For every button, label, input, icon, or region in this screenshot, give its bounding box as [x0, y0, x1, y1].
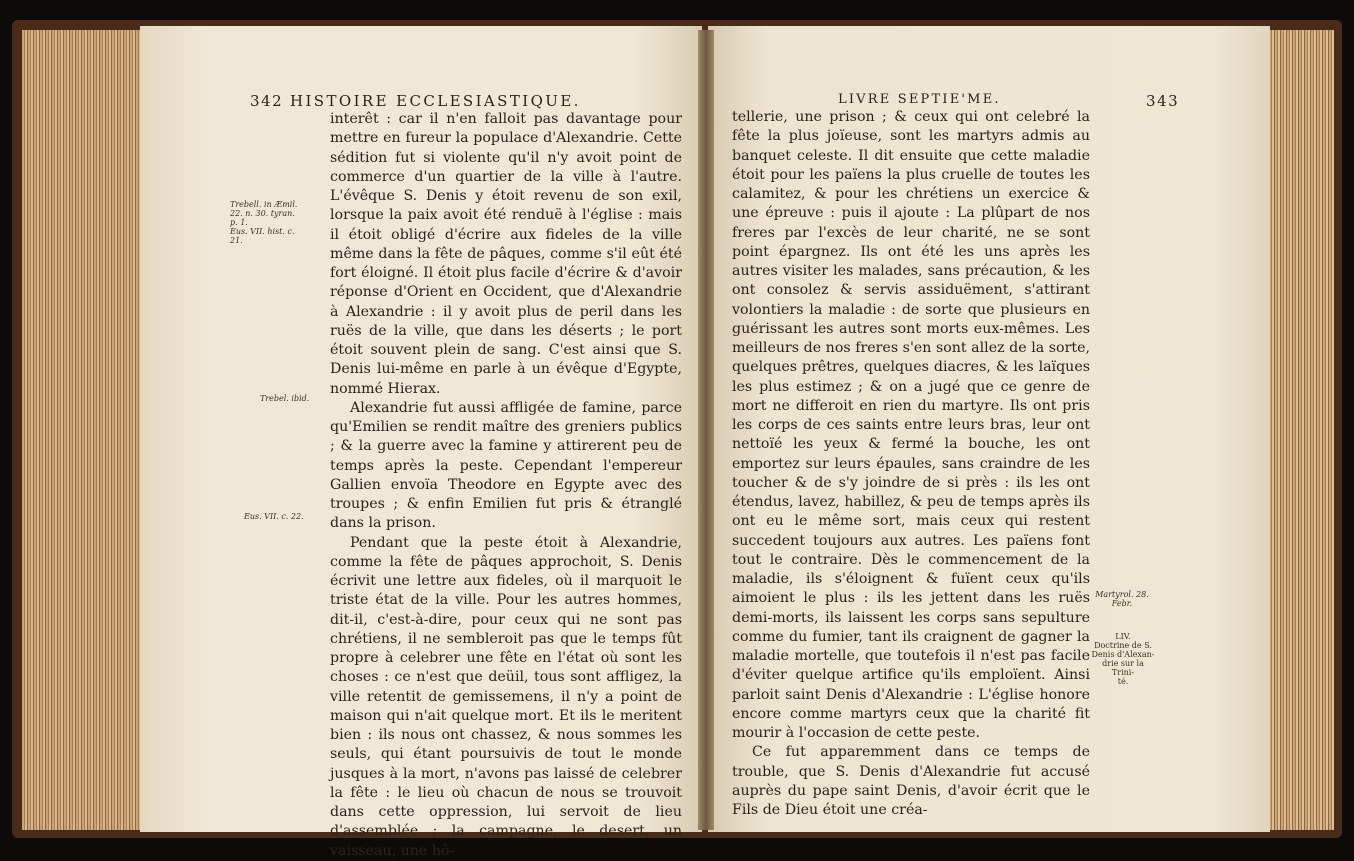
margin-note: Trebell. in Æmil. 22. n. 30. tyran. p. 1. Eus. VII. hist. c. 21.	[230, 200, 298, 245]
right-page-edges	[1268, 30, 1334, 830]
page-text	[732, 108, 1090, 820]
margin-note: Martyrol. 28. Febr.	[1095, 590, 1149, 608]
book-gutter	[698, 30, 714, 830]
running-head: HISTOIRE ECCLESIASTIQUE.	[290, 92, 581, 110]
page-number: 342	[250, 92, 284, 110]
left-page-edges	[22, 30, 142, 830]
paragraph: Ce fut apparemment dans ce temps de trouble, que S. Denis d'Alexandrie fut accusé auprès du pape saint Denis, d'avoir écrit que le Fils de Dieu étoit une créa-	[732, 744, 1090, 818]
left-page	[140, 26, 702, 859]
margin-note: LIV. Doctrine de S. Denis d'Alexan- drie sur la Trini- té.	[1091, 632, 1155, 686]
page-number: 343	[1146, 92, 1180, 110]
margin-note: Trebel. ibid.	[260, 394, 310, 403]
right-page	[708, 26, 1270, 832]
paragraph: interêt : car il n'en falloit pas davantage pour mettre en fureur la populace d'Alexandrie. Cette sédition fut si violente qu'il n'y avoit point de commerce d'un quartier de la ville à l'autre. L'évêque S. Denis y étoit revenu de son exil, lorsque la paix avoit été renduë à l'église : mais il étoit obligé d'écrire aux fideles de la ville même dans la fête de pâques, comme s'il eût été fort éloigné. Il étoit plus facile d'écrire & d'avoir réponse d'Orient en Occident, que d'Alexandrie à Alexandrie : il y avoit plus de peril dans les ruës de la ville, que dans les déserts ; le port étoit souvent plein de sang. C'est ainsi que S. Denis lui-même en parle à un évêque d'Egypte, nommé Hierax.	[330, 111, 682, 397]
running-head: LIVRE SEPTIE'ME.	[838, 92, 1001, 107]
paragraph: Alexandrie fut aussi affligée de famine, parce qu'Emilien se rendit maître des greniers publics ; & la guerre avec la famine y attirerent peu de temps après la peste. Cependant l'empereur Gallien envoïa Theodore en Egypte avec des troupes ; & enfin Emilien fut pris & étranglé dans la prison.	[330, 399, 682, 532]
paragraph: Pendant que la peste étoit à Alexandrie, comme la fête de pâques approchoit, S. Denis écrivit une lettre aux fideles, où il marquoit le triste état de la ville. Pour les autres hommes, dit-il, c'est-à-dire, pour ceux qui ne sont pas chrétiens, il ne sembleroit pas que le temps fût propre à celebrer une fête en l'état où sont les choses : ce n'est que deüil, tous sont affligez, la ville retentit de gemissemens, il n'y a point de maison qui n'ait quelque mort. Et ils le meritent bien : ils nous ont chassez, & nous sommes les seuls, qui étant poursuivis de tout le monde jusques à la mort, n'avons pas laissé de celebrer la fête : le lieu où chacun de nous se trouvoit dans cette oppression, lui servoit de lieu d'assemblée ; la campagne, le desert, un vaisseau, une hô-	[330, 534, 682, 859]
paragraph: tellerie, une prison ; & ceux qui ont celebré la fête la plus joïeuse, sont les martyrs admis au banquet celeste. Il dit ensuite que cette maladie étoit pour les païens la plus cruelle de toutes les calamitez, & pour les chrétiens un exercice & une épreuve : puis il ajoute : La plûpart de nos freres par l'excès de leur charité, ne se sont point épargnez. Ils ont été les uns après les autres visiter les malades, sans précaution, & les ont consolez & servis assiduëment, s'attirant volontiers la maladie : de sorte que plusieurs en guérissant les autres sont morts eux-mêmes. Les meilleurs de nos freres s'en sont allez de la sorte, quelques prêtres, quelques diacres, & les laïques les plus estimez ; & on a jugé que ce genre de mort ne differoit en rien du martyre. Ils ont pris les corps de ces saints entre leurs bras, leur ont nettoïé les yeux & fermé la bouche, les ont emportez sur leurs épaules, sans craindre de les toucher & de s'y joindre de si près : ils les ont étendus, lavez, habillez, & peu de temps après ils ont eu le même sort, mais ceux qui restent succedent toujours aux autres. Les païens font tout le contraire. Dès le commencement de la maladie, ils s'éloignent & fuïent ceux qu'ils aimoient le plus : ils les jettent dans les ruës demi-morts, ils laissent les corps sans sepulture comme du fumier, tant ils craignent de gagner la maladie mortelle, que toutefois il n'est pas facile d'éviter quelque artifice qu'ils emploïent. Ainsi parloit saint Denis d'Alexandrie : L'église honore encore comme martyrs ceux que la charité fit mourir à l'occasion de cette peste.	[732, 109, 1090, 741]
margin-note: Eus. VII. c. 22.	[244, 512, 304, 521]
page-text	[330, 110, 682, 861]
